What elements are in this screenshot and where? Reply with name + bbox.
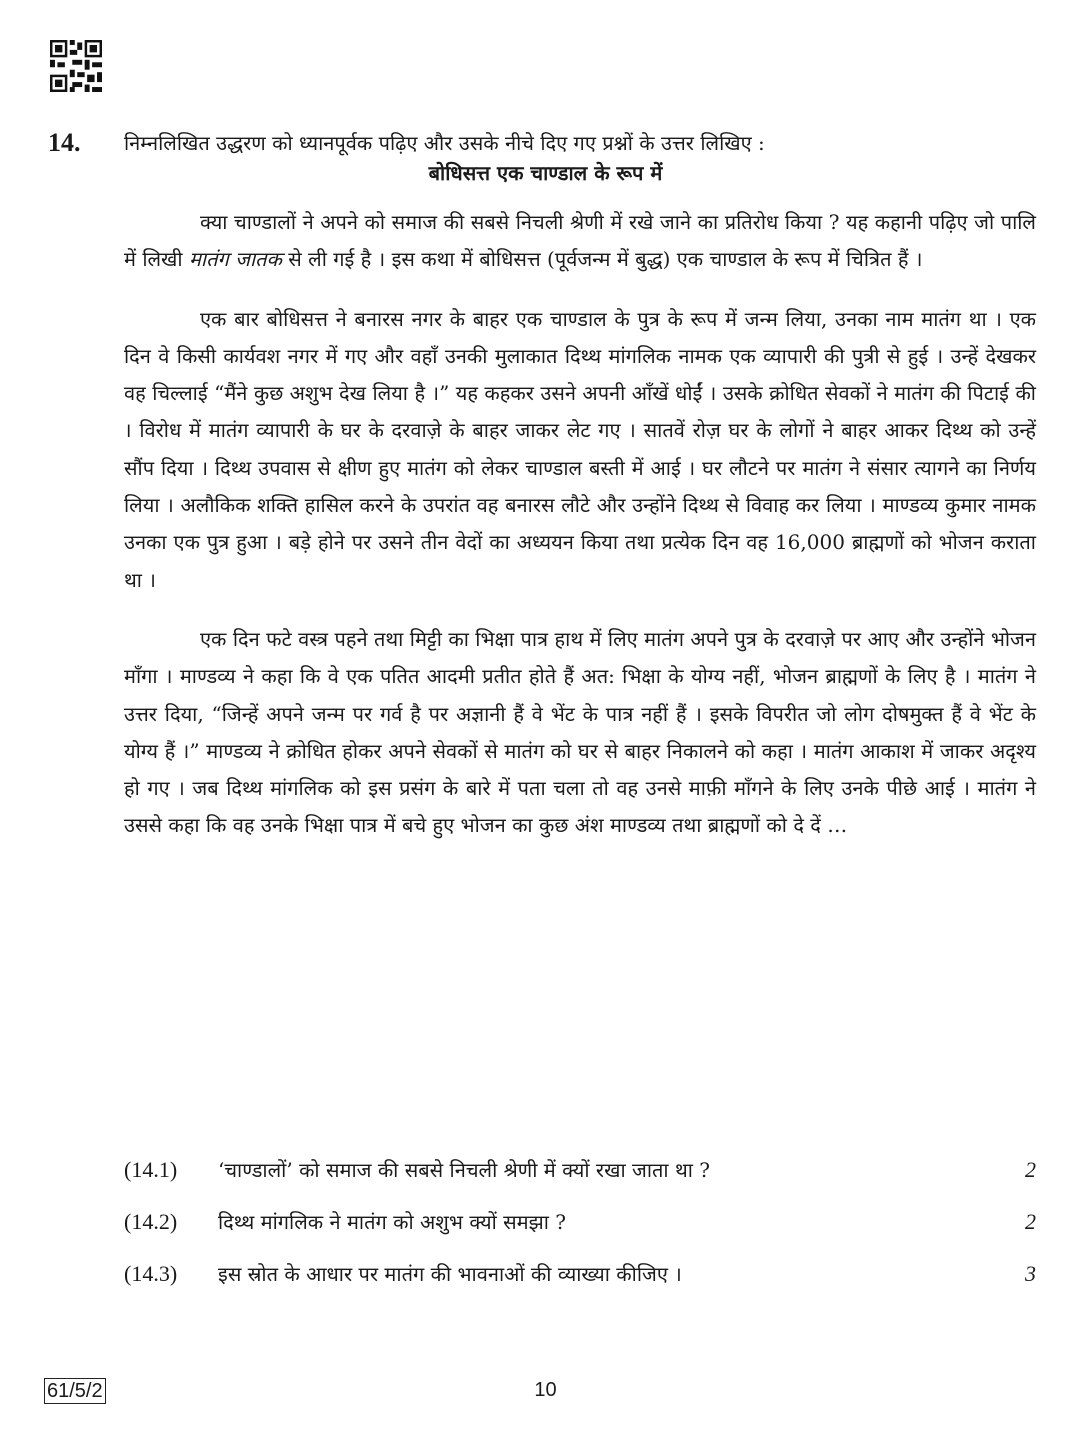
sub-question bbox=[124, 1204, 1036, 1256]
question-instruction: निम्नलिखित उद्धरण को ध्यानपूर्वक पढ़िए और उसके नीचे दिए गए प्रश्नों के उत्तर लिखिए : bbox=[124, 131, 765, 155]
sub-question-marks: 3 bbox=[1025, 1261, 1036, 1286]
passage-paragraph-3: एक दिन फटे वस्त्र पहने तथा मिट्टी का भिक्षा पात्र हाथ में लिए मातंग अपने पुत्र के दरवाज़े पर आए और उन्होंने भोजन माँगा । माण्डव्य ने कहा कि वे एक पतित आदमी प्रतीत होते हैं अत: भिक्षा के योग्य नहीं, भोजन ब्राह्मणों के लिए है । मातंग ने उत्तर दिया, “जिन्हें अपने जन्म पर गर्व है पर अज्ञानी हैं वे भेंट के पात्र नहीं हैं । इसके विपरीत जो लोग दोषमुक्त हैं वे भेंट के योग्य हैं ।” माण्डव्य ने क्रोधित होकर अपने सेवकों से मातंग को घर से बाहर निकालने को कहा । मातंग आकाश में जाकर अदृश्य हो गए । जब दिथ्थ मांगलिक को इस प्रसंग के बारे में पता चला तो वह उनसे माफ़ी माँगने के लिए उनके पीछे आई । मातंग ने उससे कहा कि वह उनके भिक्षा पात्र में बचे हुए भोजन का कुछ अंश माण्डव्य तथा ब्राह्मणों को दे दें … bbox=[124, 626, 1036, 838]
sub-question-marks: 2 bbox=[1025, 1157, 1036, 1182]
sub-question-number: (14.2) bbox=[124, 1209, 178, 1234]
sub-question bbox=[124, 1152, 1036, 1204]
qr-code-icon bbox=[50, 40, 102, 92]
sub-question-text: दिथ्थ मांगलिक ने मातंग को अशुभ क्यों समझा ? bbox=[218, 1210, 567, 1234]
sub-question-marks: 2 bbox=[1025, 1209, 1036, 1234]
paper-code: 61/5/2 bbox=[44, 1378, 106, 1404]
sub-question-text: इस स्रोत के आधार पर मातंग की भावनाओं की व्याख्या कीजिए । bbox=[218, 1262, 682, 1286]
passage-paragraph-1 bbox=[124, 204, 1036, 279]
page-number: 10 bbox=[534, 1379, 557, 1401]
question-number: 14. bbox=[48, 128, 81, 157]
sub-question-text: ‘चाण्डालों’ को समाज की सबसे निचली श्रेणी में क्यों रखा जाता था ? bbox=[218, 1158, 711, 1182]
para1-text-a: क्या चाण्डालों ने अपने को समाज की सबसे निचली श्रेणी में रखे जाने का प्रतिरोध किया ? यह कहानी पढ़िए जो पालि में लिखी bbox=[124, 210, 1036, 272]
sub-questions bbox=[124, 1152, 1036, 1308]
para1-text-b: से ली गई है । इस कथा में बोधिसत्त (पूर्वजन्म में बुद्ध) एक चाण्डाल के रूप में चित्रित हैं । bbox=[281, 247, 923, 272]
passage bbox=[124, 204, 1036, 845]
sub-question bbox=[124, 1256, 1036, 1308]
para1-italic-title: मातंग जातक bbox=[188, 247, 282, 272]
sub-question-number: (14.1) bbox=[124, 1157, 178, 1182]
passage-title: बोधिसत्त एक चाण्डाल के रूप में bbox=[428, 161, 663, 185]
sub-question-number: (14.3) bbox=[124, 1261, 178, 1286]
passage-paragraph-2: एक बार बोधिसत्त ने बनारस नगर के बाहर एक चाण्डाल के पुत्र के रूप में जन्म लिया, उनका नाम मातंग था । एक दिन वे किसी कार्यवश नगर में गए और वहाँ उनकी मुलाकात दिथ्थ मांगलिक नामक एक व्यापारी की पुत्री से हुई । उन्हें देखकर वह चिल्लाई “मैंने कुछ अशुभ देख लिया है ।” यह कहकर उसने अपनी आँखें धोईं । उसके क्रोधित सेवकों ने मातंग की पिटाई की । विरोध में मातंग व्यापारी के घर के दरवाज़े के बाहर जाकर लेट गए । सातवें रोज़ घर के लोगों ने बाहर आकर दिथ्थ को उन्हें सौंप दिया । दिथ्थ उपवास से क्षीण हुए मातंग को लेकर चाण्डाल बस्ती में आई । घर लौटने पर मातंग ने संसार त्यागने का निर्णय लिया । अलौकिक शक्ति हासिल करने के उपरांत वह बनारस लौटे और उन्होंने दिथ्थ से विवाह कर लिया । माण्डव्य कुमार नामक उनका एक पुत्र हुआ । बड़े होने पर उसने तीन वेदों का अध्ययन किया तथा प्रत्येक दिन वह 16,000 ब्राह्मणों को भोजन कराता था । bbox=[124, 306, 1036, 592]
